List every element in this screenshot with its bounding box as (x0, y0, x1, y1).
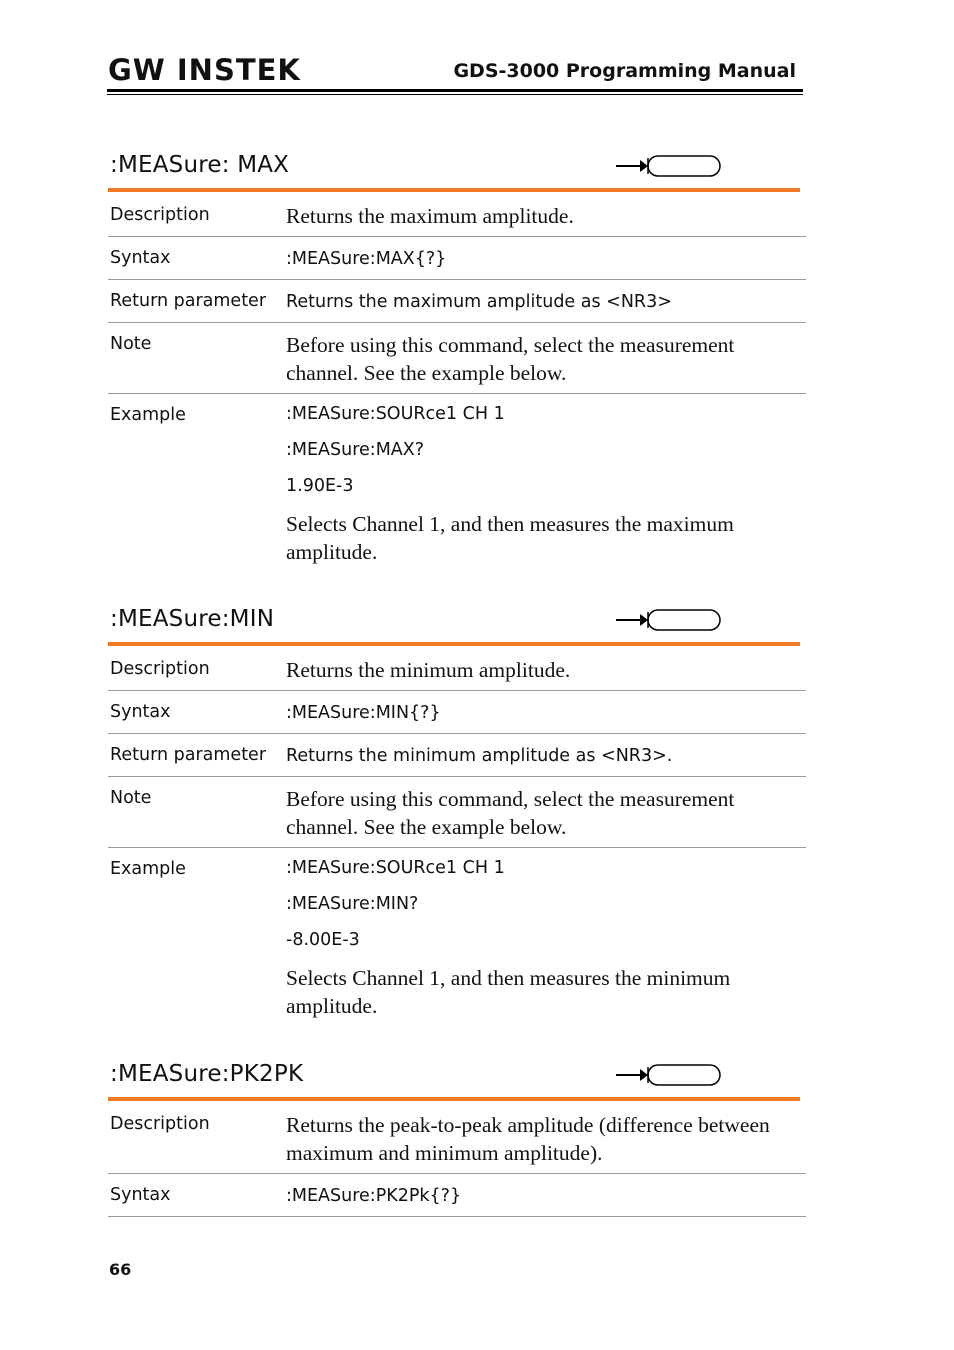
svg-text:GW INSTEK: GW INSTEK (108, 53, 301, 87)
gw-instek-logo (108, 53, 301, 87)
row-return-parameter (108, 288, 806, 323)
note-text: Before using this command, select the measurement channel. See the example below. (286, 787, 735, 839)
row-syntax (108, 1182, 806, 1217)
manual-title: GDS-3000 Programming Manual (453, 60, 796, 82)
row-note (108, 785, 806, 848)
label-description: Description (110, 1114, 210, 1134)
row-syntax (108, 245, 806, 280)
orange-rule (108, 1097, 800, 1101)
label-syntax: Syntax (110, 248, 171, 268)
row-return-parameter (108, 742, 806, 777)
example-line: :MEASure:SOURce1 CH 1 (286, 404, 505, 424)
orange-rule (108, 188, 800, 192)
label-example: Example (110, 859, 186, 879)
row-example (108, 856, 806, 1026)
row-syntax (108, 699, 806, 734)
header-rule-thin (107, 94, 803, 95)
label-return-parameter: Return parameter (110, 745, 267, 765)
page-number: 66 (109, 1260, 132, 1279)
label-example: Example (110, 405, 186, 425)
arrow-into-rounded-box-icon (614, 154, 722, 178)
syntax-text: :MEASure:PK2Pk{?} (286, 1186, 462, 1206)
section-measure-pk2pk (108, 1061, 806, 1225)
syntax-text: :MEASure:MIN{?} (286, 703, 441, 723)
row-note (108, 331, 806, 394)
note-text: Before using this command, select the measurement channel. See the example below. (286, 333, 735, 385)
row-description (108, 202, 806, 237)
label-description: Description (110, 205, 210, 225)
return-parameter-text: Returns the maximum amplitude as <NR3> (286, 292, 672, 312)
example-explanation: Selects Channel 1, and then measures the minimum amplitude. (286, 966, 731, 1018)
row-description (108, 1111, 806, 1174)
description-text: Returns the minimum amplitude. (286, 658, 571, 682)
label-note: Note (110, 788, 152, 808)
example-explanation: Selects Channel 1, and then measures the maximum amplitude. (286, 512, 734, 564)
section-measure-max (108, 152, 806, 580)
description-text: Returns the maximum amplitude. (286, 204, 574, 228)
header-rule (107, 89, 803, 92)
arrow-into-rounded-box-icon (614, 1063, 722, 1087)
example-line: -8.00E-3 (286, 930, 360, 950)
example-line: :MEASure:SOURce1 CH 1 (286, 858, 505, 878)
section-title: :MEASure:MIN (110, 606, 275, 632)
section-title: :MEASure: MAX (110, 152, 290, 178)
row-example (108, 402, 806, 572)
row-description (108, 656, 806, 691)
label-syntax: Syntax (110, 702, 171, 722)
label-note: Note (110, 334, 152, 354)
label-return-parameter: Return parameter (110, 291, 267, 311)
example-line: :MEASure:MIN? (286, 894, 419, 914)
section-title: :MEASure:PK2PK (110, 1061, 304, 1087)
section-measure-min (108, 606, 806, 1034)
description-text: Returns the peak-to-peak amplitude (difference between maximum and minimum amplitude). (286, 1113, 770, 1165)
orange-rule (108, 642, 800, 646)
label-syntax: Syntax (110, 1185, 171, 1205)
arrow-into-rounded-box-icon (614, 608, 722, 632)
example-line: 1.90E-3 (286, 476, 354, 496)
return-parameter-text: Returns the minimum amplitude as <NR3>. (286, 746, 673, 766)
example-line: :MEASure:MAX? (286, 440, 425, 460)
syntax-text: :MEASure:MAX{?} (286, 249, 447, 269)
label-description: Description (110, 659, 210, 679)
